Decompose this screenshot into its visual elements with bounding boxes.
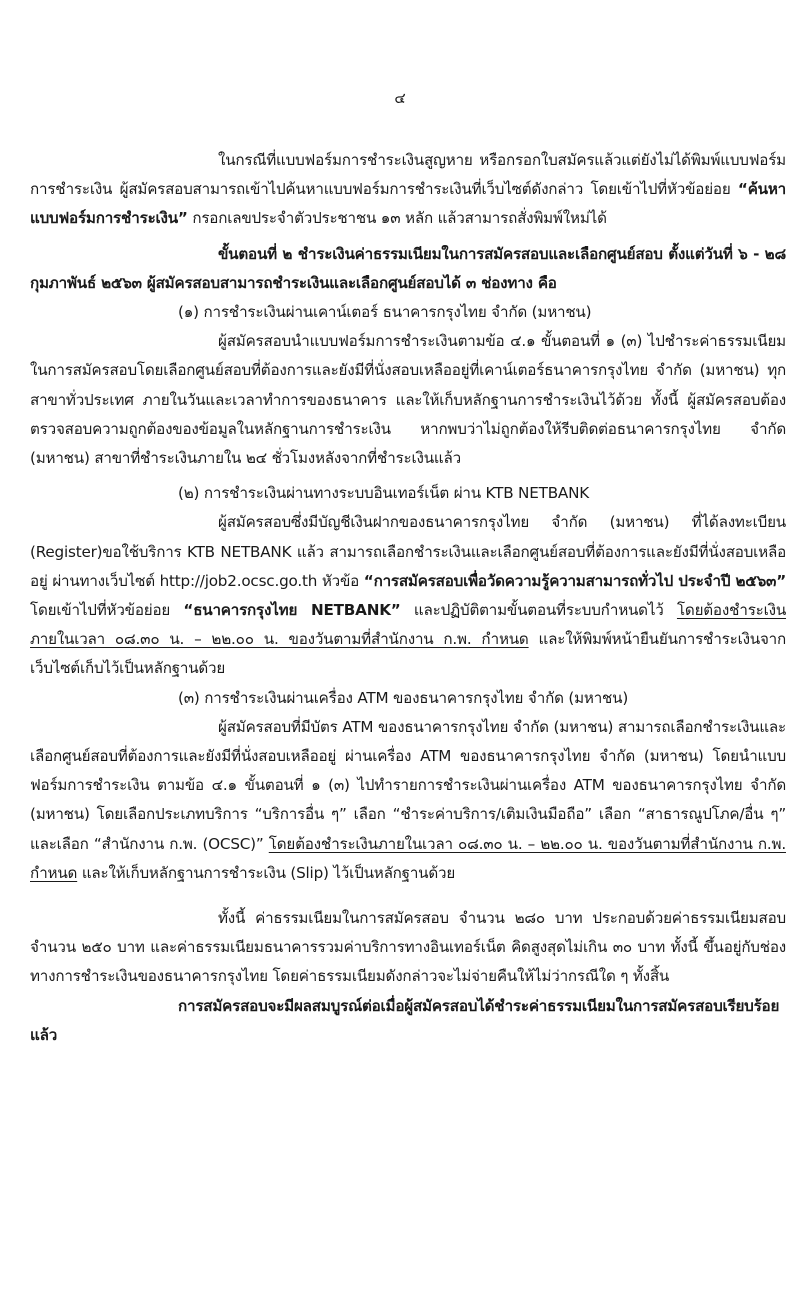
channel-2-text-4: และให้พิมพ์หน้ายืนยันการชำระเงินจากเว็บไซต์เก็บไว้เป็นหลักฐานด้วย (30, 630, 786, 678)
channel-2-bold-topic: “การสมัครสอบเพื่อวัดความรู้ความสามารถทั่วไป ประจำปี ๒๕๖๓” (363, 571, 786, 590)
channel-2-bold-subtopic: “ธนาคารกรุงไทย NETBANK” (183, 601, 401, 620)
channel-3-underlined-deadline: โดยต้องชำระเงินภายในเวลา ๐๘.๓๐ น. – ๒๒.๐๐ น. ของวันตามที่สำนักงาน ก.พ. กำหนด (30, 834, 786, 882)
channel-3-heading: (๓) การชำระเงินผ่านเครื่อง ATM ของธนาคารกรุงไทย จำกัด (มหาชน) (178, 688, 629, 707)
channel-2-text-2: โดยเข้าไปที่หัวข้อย่อย (30, 601, 184, 620)
channel-3-text-1: ผู้สมัครสอบที่มีบัตร ATM ของธนาคารกรุงไทย จำกัด (มหาชน) สามารถเลือกชำระเงินและเลือกศูนย์สอบที่ต้องการและยังมีที่นั่งสอบเหลืออยู่ ผ่านเครื่อง ATM ของธนาคารกรุงไทย จำกัด (มหาชน) โดยนำแบบฟอร์มการชำระเงิน ตามข้อ ๔.๑ ขั้นตอนที่ ๑ (๓) ไปทำรายการชำระเงินผ่านเครื่อง ATM ของธนาคารกรุงไทย จำกัด (มหาชน) โดยเลือกประเภทบริการ “บริการอื่น ๆ” เลือก “ชำระค่าบริการ/เติมเงินมือถือ” เลือก “สาธารณูปโภค/อื่น ๆ” และเลือก “สำนักงาน ก.พ. (OCSC)” (30, 717, 786, 853)
document-body (30, 146, 786, 1050)
page-number: ๔ (394, 89, 406, 107)
channel-2-body (30, 508, 786, 683)
intro-text-end: กรอกเลขประจำตัวประชาชน ๑๓ หลัก แล้วสามารถสั่งพิมพ์ใหม่ได้ (187, 209, 607, 228)
fees-paragraph: ทั้งนี้ ค่าธรรมเนียมในการสมัครสอบ จำนวน ๒๘๐ บาท ประกอบด้วยค่าธรรมเนียมสอบจำนวน ๒๕๐ บาท และค่าธรรมเนียมธนาคารรวมค่าบริการทางอินเทอร์เน็ต คิดสูงสุดไม่เกิน ๓๐ บาท ทั้งนี้ ขึ้นอยู่กับช่องทางการชำระเงินของธนาคารกรุงไทย โดยค่าธรรมเนียมดังกล่าวจะไม่จ่ายคืนให้ไม่ว่ากรณีใด ๆ ทั้งสิ้น (30, 909, 786, 986)
channel-2-text-3: และปฏิบัติตามขั้นตอนที่ระบบกำหนดไว้ (400, 601, 677, 620)
intro-text: ในกรณีที่แบบฟอร์มการชำระเงินสูญหาย หรือกรอกใบสมัครแล้วแต่ยังไม่ได้พิมพ์แบบฟอร์มการชำระเงิน ผู้สมัครสอบสามารถเข้าไปค้นหาแบบฟอร์มการชำระเงินที่เว็บไซต์ดังกล่าว โดยเข้าไปที่หัวข้อย่อย (30, 151, 786, 199)
intro-paragraph (30, 146, 786, 234)
channel-3-body (30, 713, 786, 888)
step2-heading: ขั้นตอนที่ ๒ ชำระเงินค่าธรรมเนียมในการสมัครสอบและเลือกศูนย์สอบ ตั้งแต่วันที่ ๖ - ๒๘ กุมภาพันธ์ ๒๕๖๓ ผู้สมัครสอบสามารถชำระเงินและเลือกศูนย์สอบได้ ๓ ช่องทาง คือ (30, 244, 786, 292)
channel-3-text-2: และให้เก็บหลักฐานการชำระเงิน (Slip) ไว้เป็นหลักฐานด้วย (77, 863, 456, 882)
channel-1-body: ผู้สมัครสอบนำแบบฟอร์มการชำระเงินตามข้อ ๔.๑ ขั้นตอนที่ ๑ (๓) ไปชำระค่าธรรมเนียมในการสมัครสอบโดยเลือกศูนย์สอบที่ต้องการและยังมีที่นั่งสอบเหลืออยู่ที่เคาน์เตอร์ธนาคารกรุงไทย จำกัด (มหาชน) ทุกสาขาทั่วประเทศ ภายในวันและเวลาทำการของธนาคาร และให้เก็บหลักฐานการชำระเงินไว้ด้วย ทั้งนี้ ผู้สมัครสอบต้องตรวจสอบความถูกต้องของข้อมูลในหลักฐานการชำระเงิน หากพบว่าไม่ถูกต้องให้รีบติดต่อธนาคารกรุงไทย จำกัด (มหาชน) สาขาที่ชำระเงินภายใน ๒๔ ชั่วโมงหลังจากที่ชำระเงินแล้ว (30, 332, 786, 468)
channel-1-heading: (๑) การชำระเงินผ่านเคาน์เตอร์ ธนาคารกรุงไทย จำกัด (มหาชน) (178, 303, 592, 322)
spacer (30, 888, 786, 904)
closing-paragraph: การสมัครสอบจะมีผลสมบูรณ์ต่อเมื่อผู้สมัครสอบได้ชำระค่าธรรมเนียมในการสมัครสอบเรียบร้อยแล้ว (30, 996, 780, 1044)
channel-2-text-1: ผู้สมัครสอบซึ่งมีบัญชีเงินฝากของธนาคารกรุงไทย จำกัด (มหาชน) ที่ได้ลงทะเบียน (Register)ขอใช้บริการ KTB NETBANK แล้ว สามารถเลือกชำระเงินและเลือกศูนย์สอบที่ต้องการและยังมีที่นั่งสอบเหลืออยู่ ผ่านทางเว็บไซต์ http://job2.ocsc.go.th หัวข้อ (30, 513, 786, 590)
channel-2-heading: (๒) การชำระเงินผ่านทางระบบอินเทอร์เน็ต ผ่าน KTB NETBANK (178, 484, 590, 503)
intro-bold-topic: “ค้นหาแบบฟอร์มการชำระเงิน” (30, 180, 786, 228)
channel-2-underlined-deadline: โดยต้องชำระเงินภายในเวลา ๐๘.๓๐ น. – ๒๒.๐๐ น. ของวันตามที่สำนักงาน ก.พ. กำหนด (30, 601, 787, 649)
